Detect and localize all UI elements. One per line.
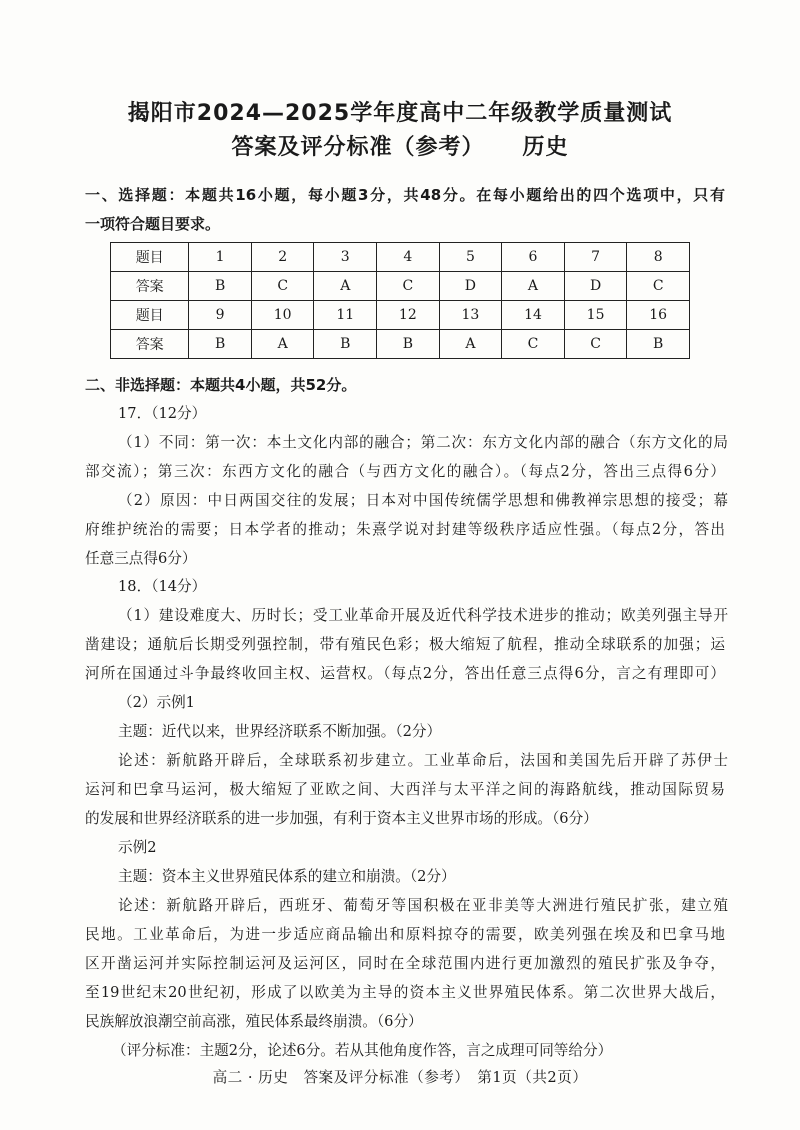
row-label-answer: 答案 (111, 272, 189, 301)
question-number-cell: 3 (314, 243, 377, 272)
question-number-cell: 14 (502, 301, 565, 330)
answer-cell: C (502, 330, 565, 359)
example2-label: 示例2 (118, 839, 157, 856)
answer-cell: D (564, 272, 627, 301)
q17-part2-line: 任意三点得6分） (85, 550, 197, 567)
example2-theme: 主题：资本主义世界殖民体系的建立和崩溃。（2分） (118, 868, 456, 885)
example1-line: 的发展和世界经济联系的进一步加强，有利于资本主义世界市场的形成。（6分） (85, 810, 598, 827)
row-label-answer: 答案 (111, 330, 189, 359)
question-number-cell: 2 (251, 243, 314, 272)
question-number-cell: 10 (251, 301, 314, 330)
example2-line: 区开凿运河并实际控制运河及运河区，同时在全球范围内进行更加激烈的殖民扩张及争夺， (85, 955, 725, 972)
question-number-cell: 11 (314, 301, 377, 330)
example2-line: 论述：新航路开辟后，西班牙、葡萄牙等国积极在亚非美等大洲进行殖民扩张，建立殖 (118, 897, 728, 914)
q17-part1-line: （1）不同：第一次：本土文化内部的融合；第二次：东方文化内部的融合（东方文化的局 (118, 434, 728, 451)
answer-cell: A (502, 272, 565, 301)
answer-cell: D (439, 272, 502, 301)
answer-cell: A (251, 330, 314, 359)
section1-heading-cont: 一项符合题目要求。 (85, 215, 221, 233)
answer-cell: B (627, 330, 690, 359)
question-number-cell: 4 (377, 243, 440, 272)
section2-heading: 二、非选择题：本题共4小题，共52分。 (85, 376, 357, 394)
q17-part2-line: （2）原因：中日两国交往的发展；日本对中国传统儒学思想和佛教禅宗思想的接受；幕 (118, 492, 728, 509)
q17-label: 17．（12分） (118, 405, 207, 422)
question-number-cell: 9 (189, 301, 252, 330)
answer-table (110, 242, 690, 359)
answer-cell: A (439, 330, 502, 359)
q17-part1-line: 部交流）；第三次：东西方文化的融合（与西方文化的融合）。（每点2分，答出三点得6分） (85, 463, 725, 480)
example1-line: 运河和巴拿马运河，极大缩短了亚欧之间、大西洋与太平洋之间的海路航线，推动国际贸易 (85, 781, 725, 798)
question-number-cell: 1 (189, 243, 252, 272)
question-number-row (111, 243, 690, 272)
question-number-cell: 5 (439, 243, 502, 272)
example2-line: 民地。工业革命后，为进一步适应商品输出和原料掠夺的需要，欧美列强在埃及和巴拿马地 (85, 926, 725, 943)
q18-part1-line: （1）建设难度大、历时长；受工业革命开展及近代科学技术进步的推动；欧美列强主导开 (118, 607, 728, 624)
answer-cell: C (377, 272, 440, 301)
q18-part1-line: 河所在国通过斗争最终收回主权、运营权。（每点2分，答出任意三点得6分，言之有理即可） (85, 665, 725, 682)
q18-label: 18．（14分） (118, 578, 207, 595)
row-label-question: 题目 (111, 301, 189, 330)
row-label-question: 题目 (111, 243, 189, 272)
question-number-cell: 13 (439, 301, 502, 330)
question-number-cell: 6 (502, 243, 565, 272)
answer-cell: C (251, 272, 314, 301)
example2-line: 至19世纪末20世纪初，形成了以欧美为主导的资本主义世界殖民体系。第二次世界大战后， (85, 984, 725, 1001)
answer-row (111, 330, 690, 359)
answer-cell: B (377, 330, 440, 359)
q17-part2-line: 府维护统治的需要；日本学者的推动；朱熹学说对封建等级秩序适应性强。（每点2分，答出 (85, 521, 725, 538)
q18-part2-label: （2）示例1 (118, 694, 195, 711)
document-subtitle (0, 130, 800, 161)
question-number-cell: 16 (627, 301, 690, 330)
question-number-cell: 12 (377, 301, 440, 330)
question-number-cell: 15 (564, 301, 627, 330)
answer-cell: B (189, 330, 252, 359)
question-number-cell: 8 (627, 243, 690, 272)
question-number-row (111, 301, 690, 330)
section1-heading: 一、选择题：本题共16小题，每小题3分，共48分。在每小题给出的四个选项中，只有 (85, 186, 725, 204)
example1-line: 论述：新航路开辟后，全球联系初步建立。工业革命后，法国和美国先后开辟了苏伊士 (118, 752, 728, 769)
answer-row (111, 272, 690, 301)
answer-cell: C (564, 330, 627, 359)
answer-cell: B (314, 330, 377, 359)
question-number-cell: 7 (564, 243, 627, 272)
answer-cell: C (627, 272, 690, 301)
example2-line: 民族解放浪潮空前高涨，殖民体系最终崩溃。（6分） (85, 1013, 423, 1030)
example1-theme: 主题：近代以来，世界经济联系不断加强。（2分） (118, 723, 442, 740)
subject-label: 历史 (522, 135, 569, 160)
document-title: 揭阳市2024—2025学年度高中二年级教学质量测试 (127, 101, 673, 126)
scoring-criteria: （评分标准：主题2分，论述6分。若从其他角度作答，言之成理可同等给分） (112, 1042, 613, 1059)
q18-part1-line: 凿建设；通航后长期受列强控制，带有殖民色彩；极大缩短了航程，推动全球联系的加强；运 (85, 636, 725, 653)
page-footer: 高二 · 历史 答案及评分标准（参考） 第1页（共2页） (212, 1069, 588, 1086)
answer-cell: A (314, 272, 377, 301)
subtitle-main: 答案及评分标准（参考） (231, 135, 485, 160)
answer-cell: B (189, 272, 252, 301)
